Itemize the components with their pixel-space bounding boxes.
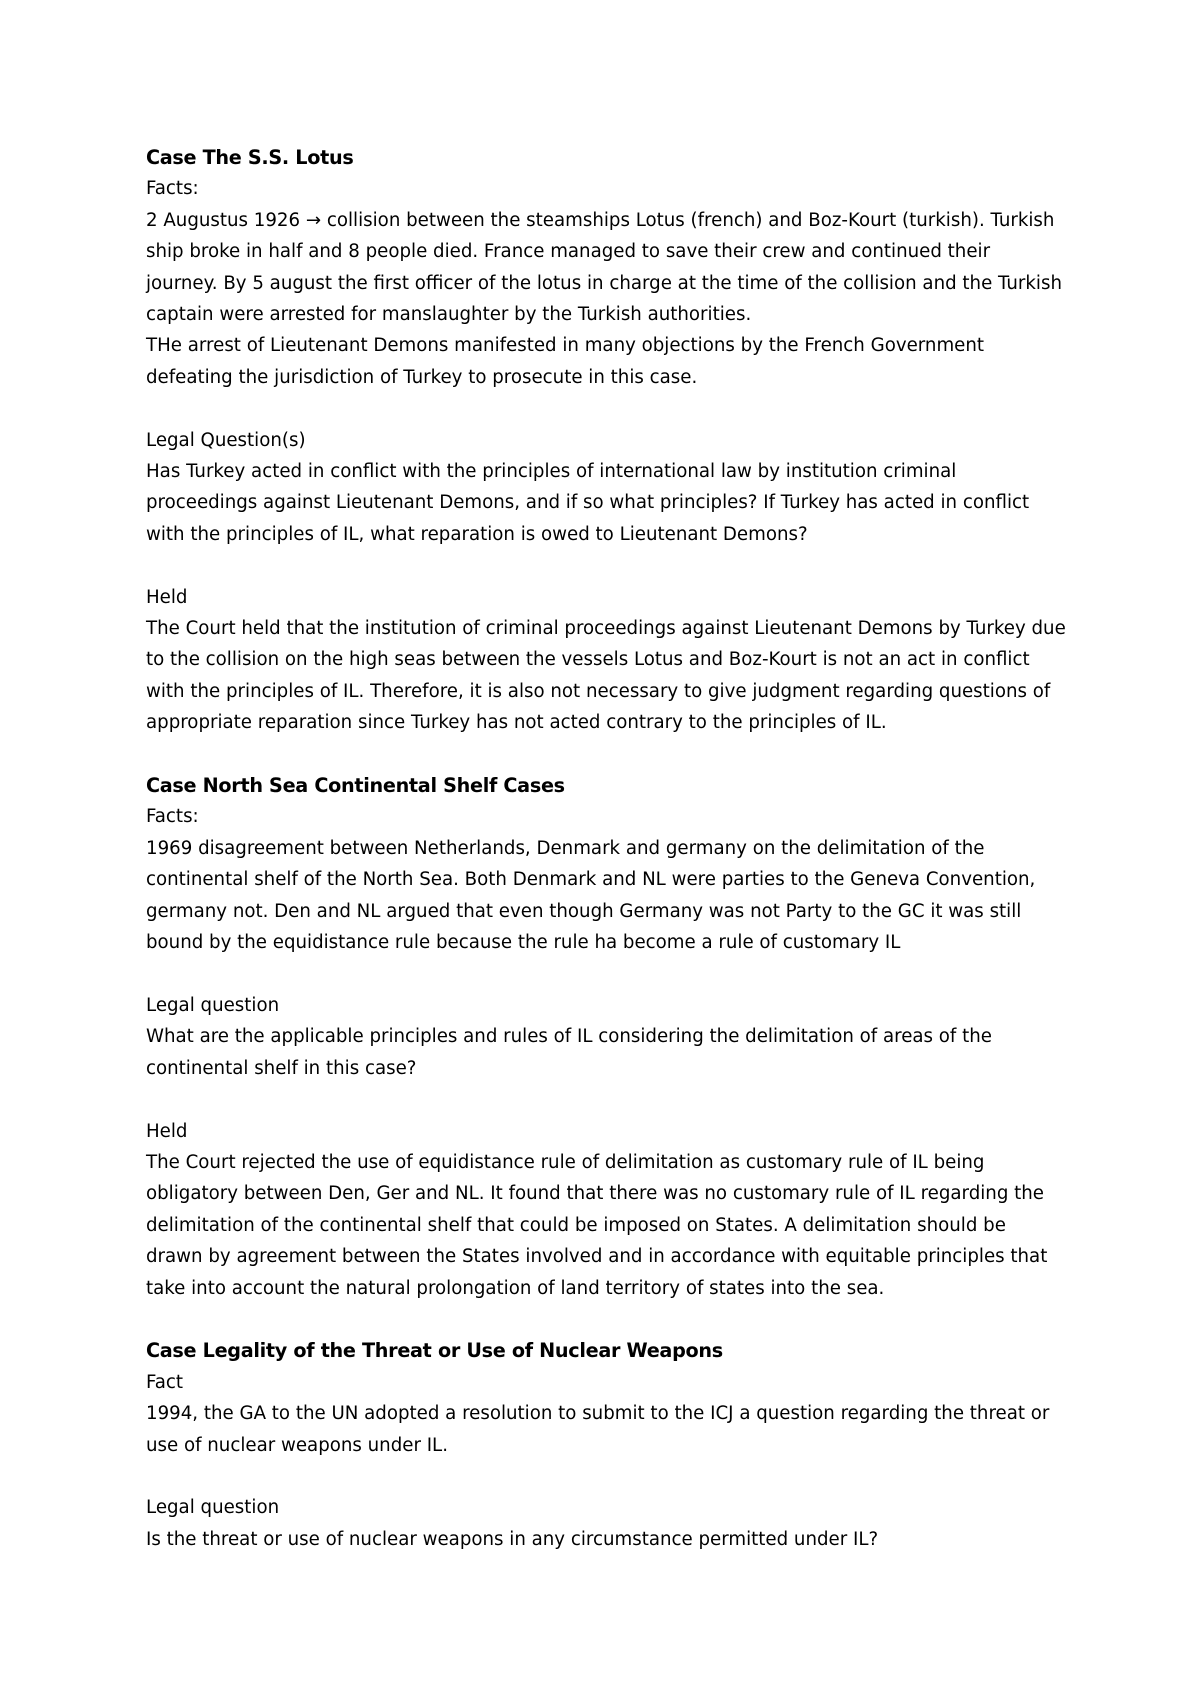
body-text-line: with the principles of IL, what reparation is owed to Lieutenant Demons?	[146, 523, 808, 545]
section-heading: Facts:	[146, 178, 199, 200]
case-section	[146, 582, 1086, 739]
body-text-line: bound by the equidistance rule because the rule ha become a rule of customary IL	[146, 932, 901, 954]
section-heading: Legal Question(s)	[146, 429, 306, 451]
case-block	[146, 770, 1086, 1304]
body-text-line: continental shelf in this case?	[146, 1057, 417, 1079]
case-section	[146, 425, 1086, 551]
body-text-line: with the principles of IL. Therefore, it is also not necessary to give judgment regarding questions of	[146, 680, 1051, 702]
case-block	[146, 1335, 1086, 1555]
body-text-line: captain were arrested for manslaughter by the Turkish authorities.	[146, 304, 752, 326]
body-text-line: germany not. Den and NL argued that even though Germany was not Party to the GC it was still	[146, 900, 1022, 922]
section-heading: Held	[146, 1120, 188, 1142]
body-text-line: defeating the jurisdiction of Turkey to prosecute in this case.	[146, 366, 698, 388]
body-text-line: Has Turkey acted in conflict with the principles of international law by institution criminal	[146, 461, 957, 483]
body-text-line: The Court rejected the use of equidistance rule of delimitation as customary rule of IL being	[146, 1151, 985, 1173]
paragraph-spacer	[146, 393, 1086, 424]
body-text-line: journey. By 5 august the first officer of the lotus in charge at the time of the collision and the Turkish	[146, 272, 1062, 294]
body-text-line: appropriate reparation since Turkey has not acted contrary to the principles of IL.	[146, 712, 887, 734]
body-text-line: THe arrest of Lieutenant Demons manifested in many objections by the French Government	[146, 335, 985, 357]
body-text-line: Is the threat or use of nuclear weapons in any circumstance permitted under IL?	[146, 1528, 879, 1550]
body-text-line: The Court held that the institution of criminal proceedings against Lieutenant Demons by Turkey due	[146, 618, 1066, 640]
body-text-line: What are the applicable principles and rules of IL considering the delimitation of areas of the	[146, 1026, 992, 1048]
body-text-line: 2 Augustus 1926 → collision between the steamships Lotus (french) and Boz-Kourt (turkish). Turkish	[146, 209, 1055, 231]
body-text-line: 1969 disagreement between Netherlands, Denmark and germany on the delimitation of the	[146, 837, 985, 859]
body-text-line: ship broke in half and 8 people died. France managed to save their crew and continued their	[146, 241, 991, 263]
section-spacer	[146, 739, 1086, 770]
paragraph-spacer	[146, 959, 1086, 990]
case-section	[146, 801, 1086, 958]
case-section	[146, 1367, 1086, 1461]
case-block	[146, 142, 1086, 739]
case-section	[146, 1116, 1086, 1304]
document-body	[146, 142, 1086, 1555]
paragraph-spacer	[146, 1084, 1086, 1115]
case-section	[146, 173, 1086, 393]
body-text-line: use of nuclear weapons under IL.	[146, 1434, 448, 1456]
case-title: Case Legality of the Threat or Use of Nuclear Weapons	[146, 1339, 723, 1363]
section-heading: Held	[146, 586, 188, 608]
body-text-line: 1994, the GA to the UN adopted a resolution to submit to the ICJ a question regarding the threat or	[146, 1403, 1050, 1425]
section-heading: Facts:	[146, 806, 199, 828]
case-section	[146, 1492, 1086, 1555]
body-text-line: continental shelf of the North Sea. Both Denmark and NL were parties to the Geneva Convention,	[146, 869, 1036, 891]
body-text-line: drawn by agreement between the States involved and in accordance with equitable principles that	[146, 1246, 1048, 1268]
section-spacer	[146, 1304, 1086, 1335]
section-heading: Fact	[146, 1371, 184, 1393]
body-text-line: obligatory between Den, Ger and NL. It found that there was no customary rule of IL regarding the	[146, 1183, 1044, 1205]
section-heading: Legal question	[146, 1497, 280, 1519]
body-text-line: proceedings against Lieutenant Demons, and if so what principles? If Turkey has acted in conflict	[146, 492, 1030, 514]
paragraph-spacer	[146, 550, 1086, 581]
body-text-line: to the collision on the high seas between the vessels Lotus and Boz-Kourt is not an act in conflict	[146, 649, 1030, 671]
section-heading: Legal question	[146, 994, 280, 1016]
body-text-line: delimitation of the continental shelf that could be imposed on States. A delimitation should be	[146, 1214, 1006, 1236]
body-text-line: take into account the natural prolongation of land territory of states into the sea.	[146, 1277, 885, 1299]
case-title: Case North Sea Continental Shelf Cases	[146, 774, 565, 798]
case-title: Case The S.S. Lotus	[146, 146, 354, 169]
case-section	[146, 990, 1086, 1084]
paragraph-spacer	[146, 1461, 1086, 1492]
